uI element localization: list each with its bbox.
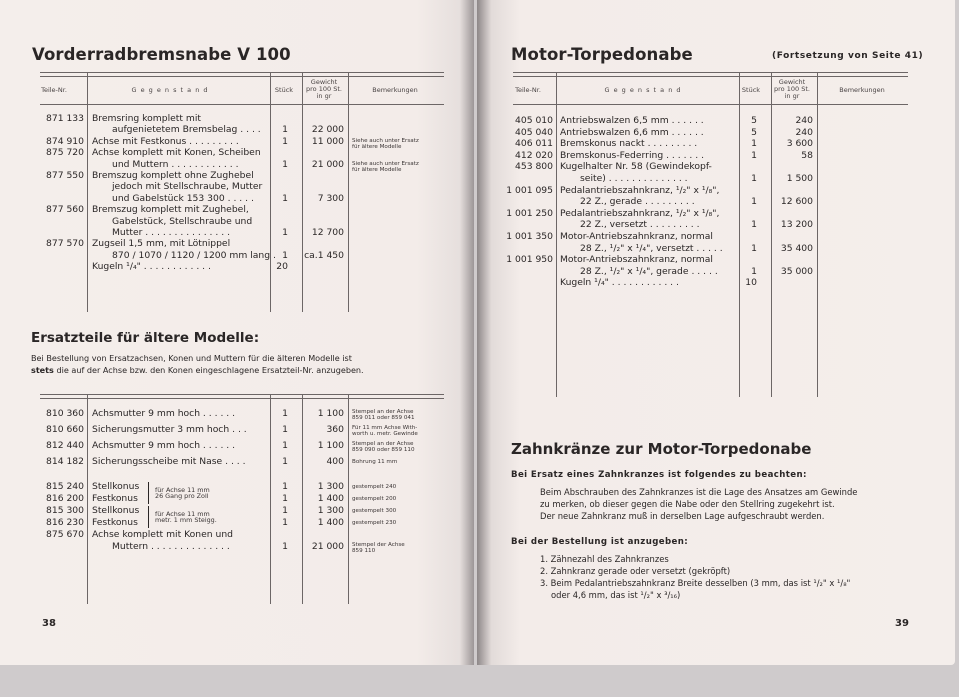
quantity: 1 [751,173,757,184]
quantity: 1 [282,424,288,435]
remark: Bohrung 11 mm [352,459,398,465]
item-description: und Muttern . . . . . . . . . . . . [112,158,239,170]
weight: 360 [326,424,344,435]
part-number: 815 300 [46,505,84,516]
weight: 1 300 [317,481,344,492]
weight: 3 600 [786,138,813,150]
item-description: Stellkonus [92,505,140,516]
quantity: 1 [282,493,288,504]
part-number: 871 133 [46,113,84,124]
section-subheading: Bei der Bestellung ist anzugeben: [511,537,689,547]
item-description: Kugeln ¹/₄" . . . . . . . . . . . . [560,277,679,289]
remark: 859 110 [352,548,376,554]
quantity: 1 [751,265,757,277]
weight: 13 200 [780,219,813,231]
header-weight [772,79,812,100]
remark: Stempel an der Achse [352,409,414,415]
brace-note: für Achse 11 mm [155,510,210,518]
header-weight-line: Gewicht [778,78,806,86]
brace-line [148,506,149,528]
section-title: Zahnkränze zur Motor-Torpedonabe [511,440,812,458]
item-description: Bremszug komplett mit Zughebel, [92,204,249,216]
remark: worth u. metr. Gewinde [352,431,418,437]
part-number: 405 040 [515,126,553,138]
header-weight-line: Gewicht [310,78,338,86]
quantity: 1 [282,517,288,528]
part-number: 812 440 [46,440,84,451]
column-divider [556,72,557,397]
weight: 240 [795,126,813,138]
part-number: 406 011 [515,138,553,150]
item-description: Achsmutter 9 mm hoch . . . . . . [92,440,236,451]
quantity: 1 [751,138,757,150]
emphasis: stets [31,365,54,375]
column-divider [302,72,303,312]
header-qty: Stück [741,86,761,94]
column-divider [270,72,271,312]
header-weight-line: in gr [784,92,800,100]
part-number: 453 800 [515,161,553,173]
right-page [477,0,955,665]
part-number: 1 001 250 [506,207,553,219]
weight: 1 400 [317,517,344,528]
quantity: 1 [751,196,757,208]
header-weight-line: pro 100 St. [306,85,342,93]
quantity: 10 [745,277,757,289]
item-description: Achse mit Festkonus . . . . . . . . . [92,135,239,147]
part-number: 815 240 [46,481,84,492]
weight: 240 [795,115,813,126]
remark: 859 011 oder 859 041 [352,415,415,421]
part-number: 875 720 [46,147,84,159]
page-number: 39 [895,618,909,629]
weight: 58 [801,149,813,161]
table-top-rule [40,394,444,399]
paragraph-text: die auf der Achse bzw. den Konen eingeschlagene Ersatzteil-Nr. anzugeben. [53,365,364,375]
column-divider [771,72,772,397]
list-item: 1. Zähnezahl des Zahnkranzes [540,554,669,564]
item-description: Antriebswalzen 6,5 mm . . . . . . [560,115,704,126]
item-description: 28 Z., ¹/₂" x ¹/₄", gerade . . . . . [580,265,718,277]
page-number: 38 [42,618,56,629]
item-description: und Gabelstück 153 300 . . . . . [112,192,254,204]
header-remarks: Bemerkungen [839,86,885,94]
part-number: 874 910 [46,135,84,147]
page-title: Motor-Torpedonabe [511,45,693,64]
remark: Für 11 mm Achse With- [352,425,418,431]
weight: 35 400 [780,242,813,254]
item-description: 28 Z., ¹/₂" x ¹/₄", versetzt . . . . . [580,242,723,254]
item-description: 22 Z., gerade . . . . . . . . . [580,196,695,208]
column-divider [302,394,303,604]
quantity: 5 [751,115,757,126]
weight: 1 400 [317,493,344,504]
part-number: 405 010 [515,115,553,126]
table-top-rule [40,72,444,77]
remark: Stempel an der Achse [352,441,414,447]
section-paragraph-line [31,365,364,376]
item-description: Kugelhalter Nr. 58 (Gewindekopf- [560,161,712,173]
quantity: 5 [751,126,757,138]
header-part-no: Teile-Nr. [515,86,541,94]
part-number: 810 660 [46,424,84,435]
item-description: Pedalantriebszahnkranz, ¹/₂" x ¹/₈", [560,207,720,219]
part-number: 814 182 [46,456,84,467]
remark: gestempelt 300 [352,508,397,514]
column-divider [87,72,88,312]
weight: 21 000 [311,541,344,552]
part-number: 1 001 095 [506,184,553,196]
item-description: Bremskonus nackt . . . . . . . . . [560,138,698,150]
weight: 1 500 [786,173,813,184]
page-title: Vorderradbremsnabe V 100 [32,45,291,64]
column-divider [270,394,271,604]
column-divider [87,394,88,604]
weight: 1 300 [317,505,344,516]
quantity: 1 [751,149,757,161]
header-item: G e g e n s t a n d [604,86,682,94]
header-rule [40,104,444,105]
item-description: Festkonus [92,493,138,504]
item-description: Sicherungsscheibe mit Nase . . . . [92,456,246,467]
section-paragraph-line: Bei Bestellung von Ersatzachsen, Konen und Muttern für die älteren Modelle ist [31,353,352,363]
part-number: 816 200 [46,493,84,504]
column-divider [348,72,349,312]
item-description: Motor-Antriebszahnkranz, normal [560,254,713,266]
remark: für ältere Modelle [352,143,402,150]
left-page [0,0,474,665]
item-description: Bremskonus-Federring . . . . . . . [560,149,705,161]
brace-note: 26 Gang pro Zoll [155,492,209,500]
remark: Siehe auch unter Ersatz [352,137,419,144]
weight: 1 100 [317,408,344,419]
column-divider [817,72,818,397]
quantity: 1 [282,440,288,451]
item-description: Bremsring komplett mit [92,113,202,124]
quantity: 1 [282,541,288,552]
remark: 859 090 oder 859 110 [352,447,415,453]
item-description: Muttern . . . . . . . . . . . . . . [112,541,230,552]
quantity: 1 [751,242,757,254]
part-number: 816 230 [46,517,84,528]
header-weight-line: in gr [316,92,332,100]
item-description: Achse komplett mit Konen, Scheiben [92,147,261,159]
remark: gestempelt 230 [352,520,397,526]
part-number: 412 020 [515,149,553,161]
part-number: 810 360 [46,408,84,419]
item-description: seite) . . . . . . . . . . . . . . [580,173,688,184]
item-description: Mutter . . . . . . . . . . . . . . . [112,227,230,238]
weight: 12 700 [311,227,344,238]
part-number: 877 570 [46,238,84,250]
header-qty: Stück [274,86,294,94]
part-number: 875 670 [46,529,84,540]
weight: 35 000 [780,265,813,277]
quantity: 1 [282,135,288,147]
quantity: 1 [282,481,288,492]
column-divider [739,72,740,397]
paragraph-line: zu merken, ob dieser gegen die Nabe oder den Stellring zugekehrt ist. [540,499,835,509]
part-number: 1 001 350 [506,231,553,242]
item-description: aufgenietetem Bremsbelag . . . . [112,124,261,136]
weight: 22 000 [311,124,344,136]
item-description: Motor-Antriebszahnkranz, normal [560,231,713,242]
header-item: G e g e n s t a n d [131,86,209,94]
quantity: 1 [282,408,288,419]
column-divider [348,394,349,604]
list-item: 3. Beim Pedalantriebszahnkranz Breite desselben (3 mm, das ist ¹/₂" x ¹/₈" [540,578,851,588]
weight: 7 300 [317,192,344,204]
item-description: jedoch mit Stellschraube, Mutter [112,181,263,193]
item-description: Achsmutter 9 mm hoch . . . . . . [92,408,236,419]
header-weight-line: pro 100 St. [774,85,810,93]
list-item: oder 4,6 mm, das ist ¹/₂" x ³/₁₆) [551,590,681,600]
remark: für ältere Modelle [352,166,402,173]
header-weight [304,79,344,100]
list-item: 2. Zahnkranz gerade oder versetzt (gekröpft) [540,566,731,576]
item-description: Sicherungsmutter 3 mm hoch . . . [92,424,247,435]
item-description: Pedalantriebszahnkranz, ¹/₂" x ¹/₈", [560,184,720,196]
table-top-rule [513,72,908,77]
quantity: 1 [282,505,288,516]
quantity: 1 [282,192,288,204]
quantity: 1 [282,249,288,261]
item-description: 870 / 1070 / 1120 / 1200 mm lang . [112,249,276,261]
remark: gestempelt 200 [352,496,397,502]
item-description: Gabelstück, Stellschraube und [112,215,253,227]
part-number: 1 001 950 [506,254,553,266]
remark: Stempel der Achse [352,542,405,548]
quantity: 20 [276,261,288,273]
header-part-no: Teile-Nr. [41,86,67,94]
quantity: 1 [282,227,288,238]
item-description: 22 Z., versetzt . . . . . . . . . [580,219,700,231]
header-rule [513,104,908,105]
weight: ca.1 450 [304,249,344,261]
item-description: Kugeln ¹/₄" . . . . . . . . . . . . [92,261,211,273]
item-description: Bremszug komplett ohne Zughebel [92,170,254,181]
weight: 11 000 [311,135,344,147]
item-description: Achse komplett mit Konen und [92,529,233,540]
quantity: 1 [282,456,288,467]
weight: 21 000 [311,158,344,170]
item-description: Stellkonus [92,481,140,492]
quantity: 1 [282,124,288,136]
brace-note: metr. 1 mm Steigg. [155,516,217,524]
remark: Siehe auch unter Ersatz [352,160,419,167]
remark: gestempelt 240 [352,484,397,490]
weight: 12 600 [780,196,813,208]
weight: 400 [326,456,344,467]
section-title: Ersatzteile für ältere Modelle: [31,330,260,346]
brace-note: für Achse 11 mm [155,486,210,494]
weight: 1 100 [317,440,344,451]
item-description: Festkonus [92,517,138,528]
paragraph-line: Der neue Zahnkranz muß in derselben Lage aufgeschraubt werden. [540,511,825,521]
item-description: Antriebswalzen 6,6 mm . . . . . . [560,126,704,138]
header-remarks: Bemerkungen [372,86,418,94]
continuation-note: (Fortsetzung von Seite 41) [772,51,924,61]
item-description: Zugseil 1,5 mm, mit Lötnippel [92,238,231,250]
section-subheading: Bei Ersatz eines Zahnkranzes ist folgendes zu beachten: [511,470,807,480]
quantity: 1 [282,158,288,170]
brace-line [148,482,149,504]
quantity: 1 [751,219,757,231]
paragraph-line: Beim Abschrauben des Zahnkranzes ist die Lage des Ansatzes am Gewinde [540,487,858,497]
part-number: 877 550 [46,170,84,181]
part-number: 877 560 [46,204,84,216]
